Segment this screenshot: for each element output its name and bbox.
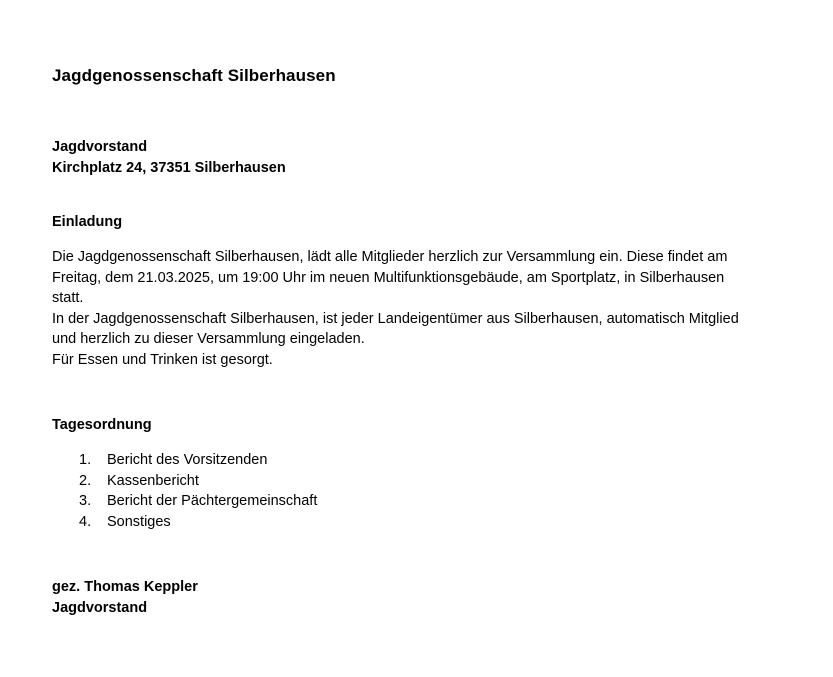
signature-block	[52, 577, 198, 618]
invitation-body	[52, 247, 752, 370]
sender-address: Kirchplatz 24, 37351 Silberhausen	[52, 160, 286, 176]
document-title: Jagdgenossenschaft Silberhausen	[52, 66, 336, 85]
agenda-item	[52, 471, 317, 492]
agenda-item-text: Sonstiges	[107, 513, 171, 530]
signature-name: gez. Thomas Keppler	[52, 579, 198, 595]
agenda-item-text: Bericht des Vorsitzenden	[107, 452, 268, 468]
invitation-heading: Einladung	[52, 214, 123, 230]
invitation-paragraph: Für Essen und Trinken ist gesorgt.	[52, 351, 273, 368]
invitation-paragraph: In der Jagdgenossenschaft Silberhausen, ist jeder Landeigentümer aus Silberhausen, automatisch Mitglied und herzlich zu dieser Versammlung eingeladen.	[52, 310, 739, 347]
agenda-list	[52, 450, 317, 532]
agenda-item-number: 3.	[79, 493, 92, 509]
agenda-item	[52, 512, 317, 533]
agenda-item	[52, 491, 317, 512]
agenda-item-number: 2.	[79, 472, 92, 489]
agenda-item-number: 1.	[79, 452, 92, 468]
agenda-heading: Tagesordnung	[52, 417, 152, 433]
agenda-item-number: 4.	[79, 513, 92, 530]
agenda-item	[52, 450, 317, 471]
sender-name: Jagdvorstand	[52, 139, 148, 155]
signature-role: Jagdvorstand	[52, 599, 148, 616]
invitation-paragraph: Die Jagdgenossenschaft Silberhausen, lädt alle Mitglieder herzlich zur Versammlung ein. Diese findet am Freitag, dem 21.03.2025, um 19:00 Uhr im neuen Multifunktionsgebäude, am Sportplatz, in Silberhausen statt.	[52, 249, 728, 306]
agenda-item-text: Kassenbericht	[107, 472, 199, 489]
sender-block	[52, 137, 286, 179]
agenda-item-text: Bericht der Pächtergemeinschaft	[107, 493, 318, 509]
